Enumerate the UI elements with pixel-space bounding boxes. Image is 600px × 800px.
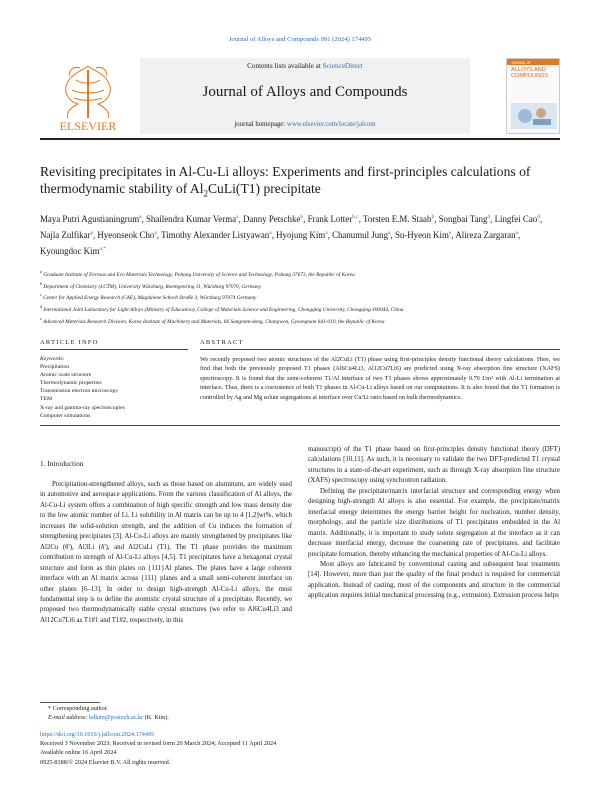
article-info-rule [40,349,188,350]
affiliation-item [40,280,560,292]
section-heading-introduction: 1. Introduction [40,459,84,468]
author-name[interactable]: Najla Zulfikar [40,229,91,240]
author-name[interactable]: Torsten E.M. Staab [363,213,432,224]
body-paragraph: Precipitation-strengthened alloys, such as those based on aluminum, are widely used in automotive and aerospace applications. From the various classification of Al alloys, the Al-Cu-Li system offers a combination of high specific strength and low mass density due to the low atomic number of Li. Li solubility in Al matrix can be up to 4 [1,2]wt%, which increases the solid-solution strength, and the addition of Cu induces the formation of strengthening precipitates [3]. Al-Cu-Li alloys are mainly strengthened by precipitates like Al2Cu (θ'), Al3Li (δ'), and Al2CuLi (T1). The T1 phase provides the maximum contribution to strength of Al-Cu-Li alloys [4,5]. T1 precipitates have a hexagonal crystal structure and form as thin plates on {111}Al planes. The plates have a large coherent interface with an Al matrix across {111} planes and a small semi-coherent interface on other planes [6–13]. In order to design high-strength Al-Cu-Li alloys, the most fundamental step is to define the atomistic crystal structure of a precipitate. Recently, we proposed two thermodynamically stable crystal structures (we refer to Al6Cu4Li3 and Al12Cu7Li6 as T1#1 and T1#2, respectively, in this [40,481,292,624]
author-affiliation-marker[interactable]: a [388,229,391,236]
header-rule [40,138,560,140]
author-affiliation-marker[interactable]: a,* [99,245,106,252]
cover-art-image [511,103,557,129]
keywords-label: Keywords: [40,356,65,362]
email-link[interactable]: kdkim@postech.ac.kr [89,714,144,721]
contents-prefix: Contents lists available at [247,62,323,70]
affiliation-key: b [40,280,42,286]
email-line [40,713,300,722]
email-suffix: (K. Kim). [143,714,169,721]
journal-banner [140,58,470,134]
journal-title: Journal of Alloys and Compounds [202,84,408,100]
homepage-link[interactable]: www.elsevier.com/locate/jalcom [286,121,376,128]
body-paragraph: Defining the precipitate/matrix interfacial structure and corresponding energy when designing high-strength Al alloys is also essential. For example, the precipitate/matrix interfacial energy determines the energy barrier height for nucleation, number density, morphology, and the particle size distributions of T1 precipitates embedded in the Al matrix. Additionally, it is important to study solute segregation at the interface as it can decrease interfacial energy, decrease the coarsening rate of precipitates, and facilitate precipitate formation, thereby enhancing the mechanical properties of Al-Cu-Li alloys. [308,487,560,558]
abstract-text: We recently proposed two atomic structures of the Al2CuLi (T1) phase using first-principles density functional theory calculations. Here, we find that both the previously proposed T1 phases (Al6Cu4Li3, Al12Cu7Li6) are predicted using X-ray absorption fine structure (XAFS) spectroscopy. It is found that the semi-coherent T1/Al interface of two T1 phases shows approximately 0.70 J/m² with Al-Li termination at interface. Thus, there is a coexistence of both T1 phases in Al-Cu-Li alloys based on our computations. It is also found that the T1 formation is controlled by Ag and Mg solute segregations at interface over Cu/Li ratio based on bulk thermodynamics. [200,356,560,401]
journal-cover-thumbnail[interactable] [506,58,560,134]
journal-reference[interactable]: Journal of Alloys and Compounds 991 (2024) 174495 [228,36,372,43]
affiliation-item [40,268,560,280]
author-name[interactable]: Kyoungdoc Kim [40,245,100,256]
author-name[interactable]: Frank Lotter [307,213,353,224]
keywords-list [40,363,190,420]
author-affiliation-marker[interactable]: a [139,214,142,220]
affiliation-text: Center for Applied Energy Research (CAE), Magdalene Schoch Straße 3, Würzburg 97074 Germany [43,295,257,302]
article-title [40,163,560,203]
available-online: Available online 16 April 2024 [40,749,117,757]
footnote-rule [40,702,100,703]
affiliation-key: c [40,292,42,298]
title-part-1: Revisiting precipitates in Al-Cu-Li alloys: Experiments and first-principles calculations of thermodynamic stability of Al [40,164,531,196]
body-column-right [308,445,560,602]
sciencedirect-link[interactable]: ScienceDirect [322,62,363,70]
author-affiliation-marker[interactable]: b [431,214,435,220]
affiliation-key: d [40,304,42,310]
author-name[interactable]: Songbai Tang [438,213,488,224]
abstract-bottom-rule [40,425,560,426]
author-list: Maya Putri Agustianingrum$^a$, Shailendra Kumar Verma$^a$, Danny Petschke$^b$, Frank Lotter$^{b,c}$, Torsten E.M. Staab$^b$, Songbai Tang$^d$, Lingfei Cao$^d$, Najla Zulfikar$^a$, Hyeonseok Cho$^a$, Timothy Alexander Listyawan$^a$, Hyojung Kim$^a$, Chanumul Jung$^a$, Su-Hyeon Kim$^e$, Alireza Zargaran$^a$, Kyoungdoc Kim$^{a,*}$ [40,213,543,256]
author-affiliation-marker[interactable]: e [448,229,452,236]
affiliation-item [40,291,560,303]
author-affiliation-marker[interactable]: a [154,229,157,236]
journal-header [40,58,560,134]
cover-journal-label: JOURNAL OF [511,61,532,65]
publication-info [40,730,340,767]
author-name[interactable]: Alireza Zargaran [455,229,516,240]
publisher-name: ELSEVIER [59,119,117,133]
author-affiliation-marker[interactable]: a [515,229,518,236]
body-paragraph: manuscript) of the T1 phase based on first-principles density functional theory (DFT) calculations [10,11]. As such, it is necessary to validate the two DFT-predicted T1 crystal structures in a state-of-the-art experiment, such as through X-ray absorption fine structure (XAFS) spectroscopy using synchrotron radiation. [308,446,560,485]
corresponding-author-note: * Corresponding author. [48,705,108,712]
author-name[interactable]: Chanumul Jung [332,229,389,240]
author-affiliation-marker[interactable]: b [300,214,304,220]
author-affiliation-marker[interactable]: a [236,214,239,220]
author-name[interactable]: Su-Hyeon Kim [394,229,449,240]
footnote [40,704,300,722]
author-affiliation-marker[interactable]: d [487,214,491,220]
abstract-rule [200,349,560,350]
body-column-left [40,480,292,626]
contents-line [140,62,470,70]
keyword-item: Computer simulations [40,412,91,419]
author-name[interactable]: Hyeonseok Cho [97,229,155,240]
author-name[interactable]: Timothy Alexander Listyawan [161,229,270,240]
author-affiliation-marker[interactable]: a [269,229,272,236]
homepage-line [140,121,470,128]
affiliation-text: Advanced Materials Research Division, Korea Institute of Machinery and Materials, 66 Sangnam-dong, Changwon, Gyeongnam 641-010, the Republic of Korea [43,318,385,325]
author-affiliation-marker[interactable]: a [90,229,93,236]
author-name[interactable]: Danny Petschke [242,213,301,224]
keyword-item: Precipitation [40,364,70,371]
title-part-2: CuLi(T1) precipitate [207,181,321,196]
article-info-heading: ARTICLE INFO [40,339,99,346]
elsevier-logo[interactable] [40,58,136,134]
keyword-item: Transmission electron microscopy [40,388,119,395]
keywords-block [40,355,190,420]
affiliation-key: a [40,269,42,274]
homepage-prefix: journal homepage: [234,121,287,128]
affiliation-text: Department of Chemistry (LCTM), University Würzburg, Roentgenring 11, Würzburg 97070, Germany [43,283,262,290]
author-name[interactable]: Hyojung Kim [276,229,326,240]
affiliation-item [40,315,560,327]
author-name[interactable]: Lingfei Cao [494,213,538,224]
copyright: 0925-8388/© 2024 Elsevier B.V. All rights reserved. [40,758,171,766]
affiliation-text: Graduate Institute of Ferrous and Eco Materials Technology, Pohang University of Science and Technology, Pohang 37673, the Republic of Korea [43,271,355,278]
keyword-item: TEM [40,396,53,403]
received-dates: Received 3 November 2023; Received in revised form 20 March 2024; Accepted 11 April 2024 [40,740,277,748]
author-affiliation-marker[interactable]: d [537,214,540,220]
title-subscript: 2 [203,188,208,199]
keyword-item: X-ray and gamma-ray spectroscopies [40,404,125,411]
abstract-heading: ABSTRACT [200,339,244,346]
author-name[interactable]: Maya Putri Agustianingrum [40,213,140,224]
cover-title: ALLOYS AND COMPOUNDS [511,67,548,80]
author-affiliation-marker[interactable]: b,c [352,214,359,220]
keyword-item: Thermodynamic properties [40,380,102,387]
affiliation-item [40,303,560,315]
doi-link[interactable]: https://doi.org/10.1016/j.jallcom.2024.174495 [40,731,155,738]
author-name[interactable]: Shailendra Kumar Verma [146,213,237,224]
email-label: E-mail address: [48,714,90,721]
affiliations [40,268,560,326]
affiliation-text: International Joint Laboratory for Light Alloys (Ministry of Education), College of Materials Science and Engineering, Chongqing University, Chongqing 400044, China [43,306,404,313]
author-affiliation-marker[interactable]: a [325,229,328,236]
keyword-item: Atomic scale structure [40,372,92,379]
body-paragraph: Most alloys are fabricated by conventional casting and subsequent heat treatments [14]. However, more than just the quality of the final product is required for commercial application. Instead of casting, most of the components and structure in the commercial application requires initial mechanical processing (e.g., extrusion). Extrusion process helps [308,560,560,600]
affiliation-key: e [40,315,42,321]
